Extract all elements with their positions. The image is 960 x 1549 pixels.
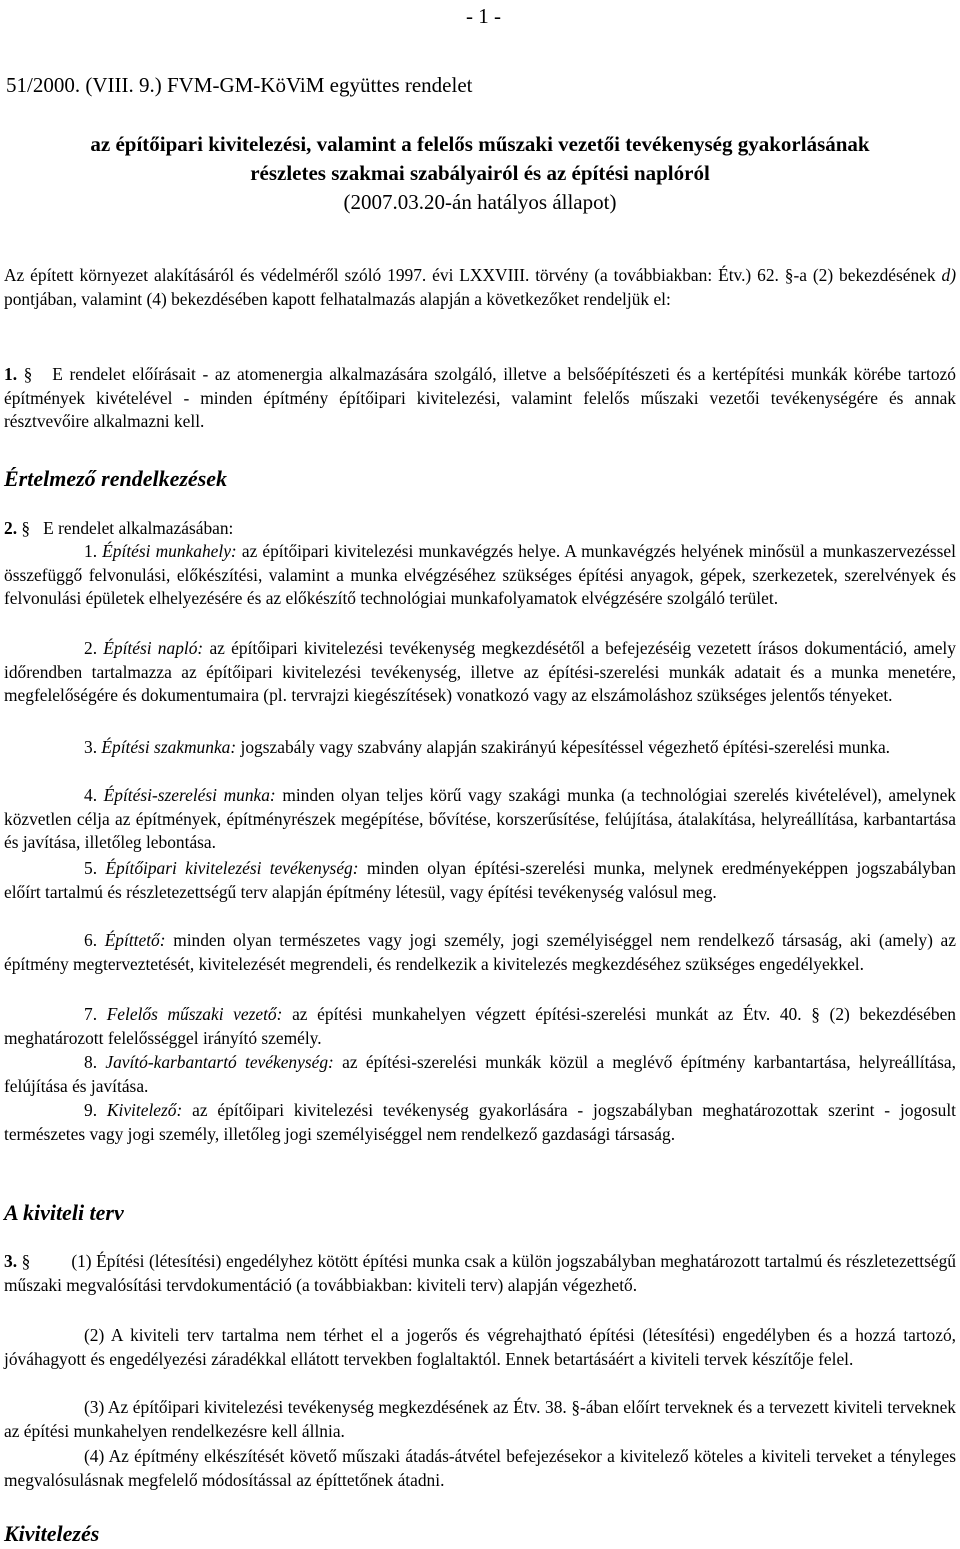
section-2-intro: 2. § E rendelet alkalmazásában: — [4, 518, 234, 538]
definition-7: 7. Felelős műszaki vezető: az építési munkahelyen végzett építési-szerelési munkát az Étv. 40. § (2) bekezdésében meghatározott felelősséggel irányító személy. — [4, 1004, 956, 1048]
heading-kiviteli-terv: A kiviteli terv — [4, 1200, 124, 1225]
definition-8: 8. Javító-karbantartó tevékenység: az építési-szerelési munkák közül a meglévő építmény karbantartása, helyreállítása, felújítása és javítása. — [4, 1052, 956, 1096]
decree-title: 51/2000. (VIII. 9.) FVM-GM-KöViM együttes rendelet — [6, 73, 473, 97]
section-3-paragraph-2: (2) A kiviteli terv tartalma nem térhet el a jogerős és végrehajtható építési (létesítési) engedélyben és a hozzá tartozó, jóváhagyott és engedélyezési záradékkal ellátott tervekben foglaltaktól. Ennek betartásáért a kiviteli tervek készítője felel. — [4, 1325, 956, 1369]
decree-subtitle — [4, 130, 956, 217]
page-number: - 1 - — [466, 4, 501, 28]
definition-5: 5. Építőipari kivitelezési tevékenység: minden olyan építési-szerelési munka, melynek eredményeképpen jogszabályban előírt tartalmú és részletezettségű terv alapján építmény létesül, vagy építési tevékenység valósul meg. — [4, 858, 956, 902]
heading-ertelmezo-rendelkezesek: Értelmező rendelkezések — [4, 466, 228, 491]
definition-2: 2. Építési napló: az építőipari kivitelezési tevékenység megkezdésétől a befejezéséig vezetett írásos dokumentáció, amely időrendben tartalmazza az építőipari kivitelezési tevékenység, illetve az építési-szerelési munkák adatait és a munka menetére, megfelelőségére és dokumentumaira (pl. tervrajzi kiegészítések) vonatkozó vagy az elszámoláshoz szükséges jelentős tényeket. — [4, 638, 956, 706]
definition-3: 3. Építési szakmunka: jogszabály vagy szabvány alapján szakirányú képesítéssel végezhető építési-szerelési munka. — [84, 737, 891, 757]
section-3-paragraph-4: (4) Az építmény elkészítését követő műszaki átadás-átvétel befejezésekor a kivitelező köteles a kiviteli terveket a tényleges megvalósulásnak megfelelő módosítással az építtetőnek átadni. — [4, 1446, 956, 1490]
section-3-paragraph-3: (3) Az építőipari kivitelezési tevékenység megkezdésének az Étv. 38. §-ában előírt terveknek és a tervezett kiviteli terveknek az építési munkahelyen rendelkezésre kell állnia. — [4, 1397, 956, 1441]
definition-4: 4. Építési-szerelési munka: minden olyan teljes körű vagy szakági munka (a technológiai szerelés kivételével), amelynek közvetlen célja az építmények, építményrészek megépítése, bővítése, korszerűsítése, felújítása, átalakítása, helyreállítása, karbantartása és javítása, illetőleg lebontása. — [4, 785, 956, 853]
heading-kivitelezes: Kivitelezés — [4, 1521, 100, 1546]
subtitle-line-1: az építőipari kivitelezési, valamint a felelős műszaki vezetői tevékenység gyakorlásának — [90, 132, 870, 156]
definition-9: 9. Kivitelező: az építőipari kivitelezési tevékenység gyakorlására - jogszabályban meghatározottak szerint - jogosult természetes vagy jogi személy, illetőleg jogi személyiséggel nem rendelkező gazdasági társaság. — [4, 1100, 956, 1144]
preamble: Az épített környezet alakításáról és védelméről szóló 1997. évi LXXVIII. törvény (a továbbiakban: Étv.) 62. §-a (2) bekezdésének d) pontjában, valamint (4) bekezdésében kapott felhatalmazás alapján a következőket rendeljük el: — [4, 265, 956, 309]
section-3-paragraph-1: 3. § (1) Építési (létesítési) engedélyhez kötött építési munka csak a külön jogszabályban meghatározott tartalmú és részletezettségű műszaki megvalósítási tervdokumentáció (a továbbiakban: kiviteli terv) alapján végezhető. — [4, 1251, 956, 1295]
subtitle-line-2: részletes szakmai szabályairól és az építési naplóról — [250, 161, 710, 185]
section-1: 1. § E rendelet előírásait - az atomenergia alkalmazására szolgáló, illetve a belsőépítészeti és a kertépítési munkák körébe tartozó építmények kivételével - minden építmény építőipari kivitelezési, valamint felelős műszaki vezetői tevékenységére és annak résztvevőire alkalmazni kell. — [4, 364, 956, 432]
definition-6: 6. Építtető: minden olyan természetes vagy jogi személy, jogi személyiséggel nem rendelkező társaság, aki (amely) az építmény megterveztetését, kivitelezését megrendeli, és rendelkezik a kivitelezés megkezdéséhez szükséges engedélyekkel. — [4, 930, 956, 974]
definition-1: 1. Építési munkahely: az építőipari kivitelezési munkavégzés helye. A munkavégzés helyének minősül a munkaszervezéssel összefüggő felvonulási, előkészítési, valamint a munka elvégzéséhez szükséges építési anyagok, gépek, szerkezetek, szerelvények és felvonulási épületek elhelyezésére és az előkészítő technológiai munkafolyamatok elvégzésére szolgáló terület. — [4, 541, 956, 609]
subtitle-line-3: (2007.03.20-án hatályos állapot) — [343, 190, 617, 214]
